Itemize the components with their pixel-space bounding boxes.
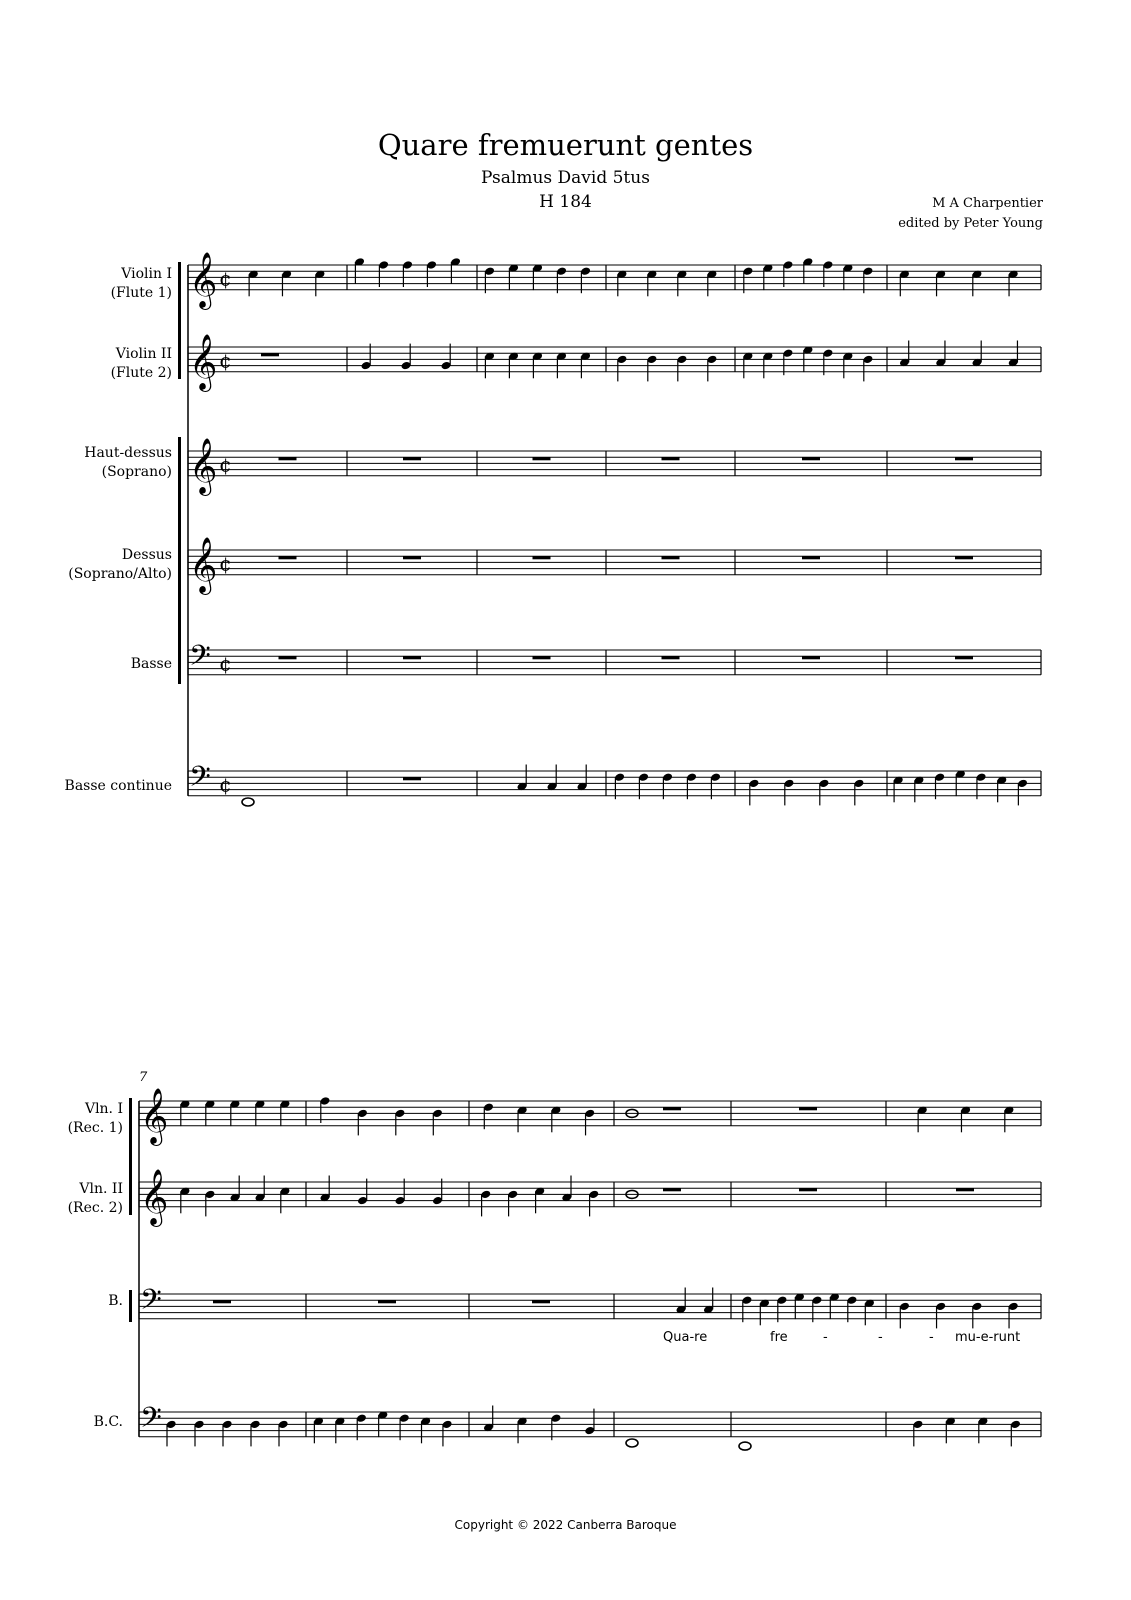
whole-rest	[533, 556, 551, 559]
treble-clef: 𝄞	[189, 536, 218, 593]
whole-rest	[279, 457, 297, 460]
cut-time: ¢	[219, 551, 232, 576]
part-label-b: B.	[108, 1293, 123, 1309]
measure-number: 7	[139, 1070, 148, 1085]
part-label-violin-1: Violin I (Flute 1)	[110, 266, 172, 301]
whole-rest	[662, 556, 680, 559]
part-label-basse-continue: Basse continue	[64, 778, 172, 794]
treble-clef: 𝄞	[189, 437, 218, 494]
whole-rest	[955, 457, 973, 460]
score-title: Quare fremuerunt gentes	[377, 128, 754, 162]
lyric-syllable: mu-e-runt	[955, 1330, 1021, 1345]
bracket-violins	[178, 262, 181, 379]
part-label-dessus: Dessus (Soprano/Alto)	[68, 547, 172, 582]
whole-rest	[663, 1188, 681, 1191]
whole-rest	[532, 1300, 550, 1303]
whole-rest	[662, 656, 680, 659]
part-label-vln-1: Vln. I (Rec. 1)	[67, 1101, 123, 1136]
treble-clef: 𝄞	[189, 333, 218, 390]
whole-rest	[403, 457, 421, 460]
whole-rest	[802, 656, 820, 659]
whole-rest	[213, 1300, 231, 1303]
whole-rest	[662, 457, 680, 460]
catalog-number: H 184	[539, 192, 592, 212]
lyric-hyphen: -	[929, 1330, 934, 1345]
treble-clef: 𝄞	[140, 1087, 169, 1144]
whole-rest	[378, 1300, 396, 1303]
whole-rest	[403, 556, 421, 559]
whole-rest	[279, 656, 297, 659]
whole-rest	[956, 1188, 974, 1191]
cut-time: ¢	[219, 772, 232, 797]
editor-credit: edited by Peter Young	[898, 216, 1043, 231]
whole-rest	[799, 1107, 817, 1110]
cut-time: ¢	[219, 651, 232, 676]
lyric-syllable: fre	[770, 1330, 788, 1345]
whole-rest	[533, 457, 551, 460]
bracket-violins	[129, 1098, 132, 1215]
cut-time: ¢	[219, 348, 232, 373]
part-label-violin-2: Violin II (Flute 2)	[110, 346, 172, 381]
bass-clef: 𝄢	[140, 1283, 162, 1324]
whole-note	[739, 1442, 751, 1450]
treble-clef: 𝄞	[189, 251, 218, 308]
treble-clef: 𝄞	[140, 1168, 169, 1225]
score-subtitle: Psalmus David 5tus	[481, 168, 650, 188]
whole-rest	[279, 556, 297, 559]
bracket-voices	[178, 437, 181, 684]
lyric-hyphen: -	[878, 1330, 883, 1345]
bass-clef: 𝄢	[189, 760, 211, 801]
whole-rest	[533, 656, 551, 659]
whole-note	[242, 798, 254, 806]
whole-rest	[802, 556, 820, 559]
part-label-bc: B.C.	[93, 1414, 123, 1430]
bass-clef: 𝄢	[140, 1401, 162, 1442]
whole-rest	[261, 353, 279, 356]
part-label-haut-dessus: Haut-dessus (Soprano)	[84, 445, 172, 480]
whole-rest	[955, 556, 973, 559]
cut-time: ¢	[219, 266, 232, 291]
composer-credit: M A Charpentier	[932, 196, 1043, 211]
lyric-syllable: Qua-re	[663, 1330, 708, 1345]
whole-rest	[663, 1107, 681, 1110]
lyric-hyphen: -	[823, 1330, 828, 1345]
whole-note	[626, 1439, 638, 1447]
bracket-voice	[129, 1290, 132, 1322]
bass-clef: 𝄢	[189, 639, 211, 680]
whole-rest	[955, 656, 973, 659]
whole-rest	[403, 656, 421, 659]
cut-time: ¢	[219, 452, 232, 477]
whole-rest	[802, 457, 820, 460]
part-label-vln-2: Vln. II (Rec. 2)	[67, 1181, 123, 1216]
whole-rest	[799, 1188, 817, 1191]
whole-rest	[403, 777, 421, 780]
part-label-basse: Basse	[130, 656, 172, 672]
copyright-notice: Copyright © 2022 Canberra Baroque	[454, 1518, 677, 1532]
